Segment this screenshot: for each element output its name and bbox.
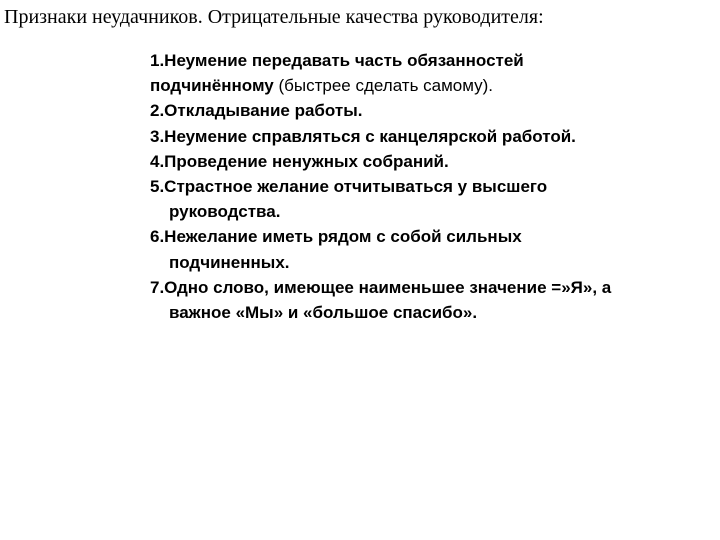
list-line-bold: 1.Неумение передавать часть обязанностей <box>150 51 524 70</box>
list-line <box>150 73 710 98</box>
list-line-continuation <box>150 199 710 224</box>
list-line-bold: руководства. <box>169 202 281 222</box>
list-line-continuation <box>150 250 710 275</box>
slide-title: Признаки неудачников. Отрицательные качества руководителя: <box>4 6 544 28</box>
list-line-bold: подчиненных. <box>169 252 290 272</box>
list-line <box>150 124 710 149</box>
list-line-bold: подчинённому <box>150 76 274 96</box>
list-line <box>150 174 710 199</box>
list-line-continuation <box>150 300 710 325</box>
list-line-bold: 5.Страстное желание отчитываться у высшего <box>150 176 548 196</box>
list-line <box>150 275 710 300</box>
list-line <box>150 149 710 174</box>
list-line <box>150 98 710 123</box>
list-line <box>150 224 710 249</box>
list-line-bold: 4.Проведение ненужных собраний. <box>150 151 449 171</box>
list-line-bold: 2.Откладывание работы. <box>150 101 363 121</box>
list-line-bold: важное «Мы» и «большое спасибо». <box>169 302 478 322</box>
list-line-normal: (быстрее сделать самому). <box>273 76 494 96</box>
list-line-bold: 3.Неумение справляться с канцелярской работой. <box>150 126 576 146</box>
qualities-list <box>150 48 710 325</box>
list-line-bold: 6.Нежелание иметь рядом с собой сильных <box>150 227 522 247</box>
list-line <box>150 48 710 73</box>
list-line-bold: 7.Одно слово, имеющее наименьшее значение =»Я», а <box>150 277 612 297</box>
